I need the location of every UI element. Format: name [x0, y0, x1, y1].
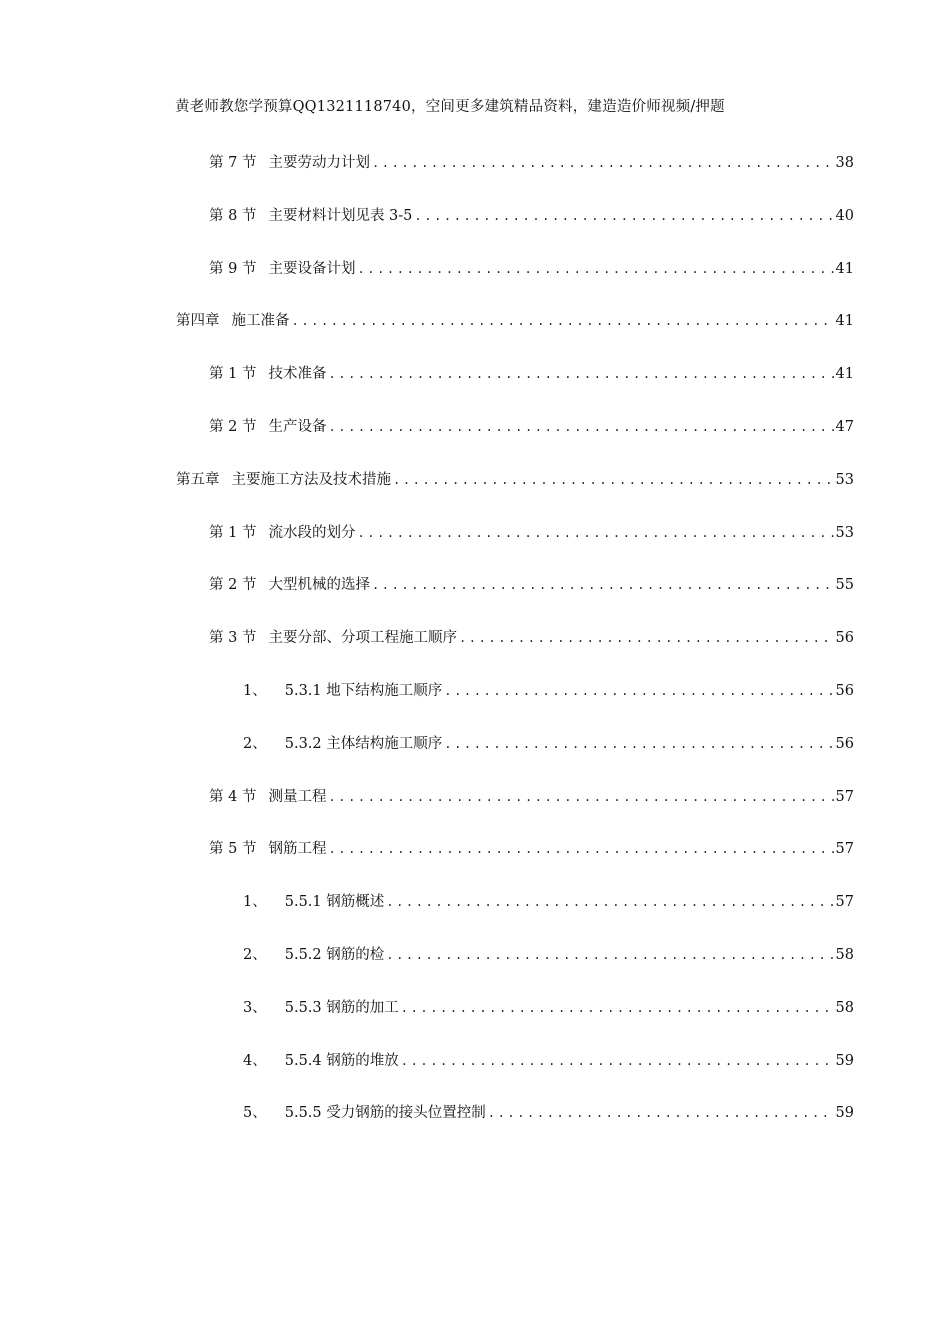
- toc-entry-label: [176, 310, 290, 332]
- toc-dot-leader: [399, 1050, 834, 1072]
- toc-entry-number: 第 9 节: [209, 261, 257, 277]
- toc-entry-title: 5.5.5 受力钢筋的接头位置控制: [284, 1105, 486, 1121]
- toc-page-number: 56: [835, 630, 854, 646]
- toc-dot-leader: [457, 627, 834, 649]
- toc-entry-number: 第 1 节: [209, 366, 257, 382]
- toc-entry[interactable]: [209, 152, 854, 174]
- toc-entry-number: 3、: [243, 1000, 267, 1016]
- toc-entry-title: 5.5.2 钢筋的检: [284, 947, 385, 963]
- toc-entry-title: 大型机械的选择: [268, 577, 370, 593]
- toc-page-number: 56: [835, 683, 854, 699]
- toc-dot-leader: [355, 522, 833, 544]
- toc-page-number: 58: [835, 1000, 854, 1016]
- toc-dot-leader: [355, 258, 833, 280]
- toc-page-number: 56: [835, 736, 854, 752]
- toc-dot-leader: [370, 152, 834, 174]
- toc-dot-leader: [326, 786, 833, 808]
- toc-entry[interactable]: [209, 627, 854, 649]
- toc-dot-leader: [326, 363, 833, 385]
- toc-entry-label: [209, 522, 355, 544]
- toc-entry[interactable]: [243, 944, 854, 966]
- toc-entry-label: [243, 944, 384, 966]
- toc-entry-title: 主要施工方法及技术措施: [231, 472, 391, 488]
- toc-entry[interactable]: [209, 205, 854, 227]
- toc-entry-label: [176, 469, 391, 491]
- toc-entry-title: 生产设备: [268, 419, 327, 435]
- toc-entry[interactable]: [209, 838, 854, 860]
- toc-entry-number: 第 3 节: [209, 630, 257, 646]
- toc-entry-number: 第 4 节: [209, 789, 257, 805]
- toc-page-number: 53: [835, 525, 854, 541]
- toc-page-number: 41: [835, 366, 854, 382]
- toc-entry[interactable]: [209, 786, 854, 808]
- toc-entry-label: [243, 1102, 486, 1124]
- toc-entry-number: 第 7 节: [209, 155, 257, 171]
- toc-entry-label: [209, 574, 370, 596]
- toc-entry-label: [209, 416, 326, 438]
- toc-entry-title: 5.3.1 地下结构施工顺序: [284, 683, 443, 699]
- toc-entry-title: 主要设备计划: [268, 261, 356, 277]
- toc-entry-label: [209, 205, 412, 227]
- toc-entry-label: [243, 1050, 399, 1072]
- toc-entry-number: 第五章: [176, 472, 220, 488]
- toc-page-number: 57: [835, 841, 854, 857]
- toc-entry[interactable]: [243, 1102, 854, 1124]
- toc-entry-number: 第 8 节: [209, 208, 257, 224]
- toc-page-number: 41: [835, 261, 854, 277]
- toc-entry[interactable]: [209, 574, 854, 596]
- toc-page-number: 47: [835, 419, 854, 435]
- toc-entry-label: [209, 363, 326, 385]
- toc-entry-title: 主要材料计划见表 3-5: [268, 208, 413, 224]
- toc-entry-label: [209, 838, 326, 860]
- toc-entry-label: [243, 891, 384, 913]
- toc-page-number: 41: [835, 313, 854, 329]
- toc-entry-number: 5、: [243, 1105, 267, 1121]
- toc-page-number: 38: [835, 155, 854, 171]
- toc-entry[interactable]: [176, 469, 854, 491]
- toc-entry-title: 测量工程: [268, 789, 327, 805]
- toc-page-number: 57: [835, 789, 854, 805]
- toc-dot-leader: [442, 733, 833, 755]
- toc-dot-leader: [442, 680, 833, 702]
- toc-page-number: 57: [835, 894, 854, 910]
- toc-dot-leader: [399, 997, 834, 1019]
- toc-dot-leader: [326, 416, 833, 438]
- toc-dot-leader: [412, 205, 833, 227]
- toc-entry[interactable]: [243, 997, 854, 1019]
- toc-page-number: 53: [835, 472, 854, 488]
- toc-entry-label: [209, 627, 457, 649]
- toc-entry-number: 4、: [243, 1053, 267, 1069]
- toc-dot-leader: [370, 574, 834, 596]
- toc-entry-number: 第 2 节: [209, 577, 257, 593]
- toc-dot-leader: [384, 944, 833, 966]
- toc-entry-title: 主要分部、分项工程施工顺序: [268, 630, 457, 646]
- toc-entry-title: 5.5.1 钢筋概述: [284, 894, 385, 910]
- toc-entry-label: [243, 680, 442, 702]
- toc-entry-number: 1、: [243, 683, 267, 699]
- toc-entry-title: 5.3.2 主体结构施工顺序: [284, 736, 443, 752]
- toc-dot-leader: [290, 310, 834, 332]
- toc-entry[interactable]: [209, 363, 854, 385]
- toc-entry-number: 1、: [243, 894, 267, 910]
- toc-entry-title: 流水段的划分: [268, 525, 356, 541]
- toc-entry[interactable]: [209, 416, 854, 438]
- toc-entry[interactable]: [243, 733, 854, 755]
- toc-entry-label: [209, 786, 326, 808]
- toc-entry-title: 钢筋工程: [268, 841, 327, 857]
- toc-entry-number: 第四章: [176, 313, 220, 329]
- toc-dot-leader: [486, 1102, 834, 1124]
- toc-page-number: 58: [835, 947, 854, 963]
- toc-entry-label: [243, 733, 442, 755]
- toc-entry-number: 2、: [243, 947, 267, 963]
- toc-entry-title: 5.5.3 钢筋的加工: [284, 1000, 399, 1016]
- toc-entry[interactable]: [243, 1050, 854, 1072]
- toc-entry-title: 技术准备: [268, 366, 327, 382]
- toc-dot-leader: [384, 891, 833, 913]
- toc-page-number: 55: [835, 577, 854, 593]
- toc-entry[interactable]: [176, 310, 854, 332]
- toc-entry-title: 施工准备: [231, 313, 290, 329]
- toc-entry[interactable]: [209, 522, 854, 544]
- toc-entry-title: 主要劳动力计划: [268, 155, 370, 171]
- toc-dot-leader: [391, 469, 834, 491]
- toc-entry-number: 第 2 节: [209, 419, 257, 435]
- toc-entry[interactable]: [243, 891, 854, 913]
- toc-page-number: 59: [835, 1053, 854, 1069]
- toc-entry-label: [243, 997, 399, 1019]
- toc-dot-leader: [326, 838, 833, 860]
- toc-entry[interactable]: [243, 680, 854, 702]
- toc-entry[interactable]: [209, 258, 854, 280]
- toc-entry-number: 第 5 节: [209, 841, 257, 857]
- page-header: 黄老师教您学预算QQ1321118740，空间更多建筑精品资料，建造造价师视频/押题: [175, 99, 725, 115]
- toc-page-number: 40: [835, 208, 854, 224]
- toc-page-number: 59: [835, 1105, 854, 1121]
- toc-entry-number: 第 1 节: [209, 525, 257, 541]
- toc-entry-label: [209, 258, 355, 280]
- toc-entry-title: 5.5.4 钢筋的堆放: [284, 1053, 399, 1069]
- toc-entry-label: [209, 152, 370, 174]
- toc-entry-number: 2、: [243, 736, 267, 752]
